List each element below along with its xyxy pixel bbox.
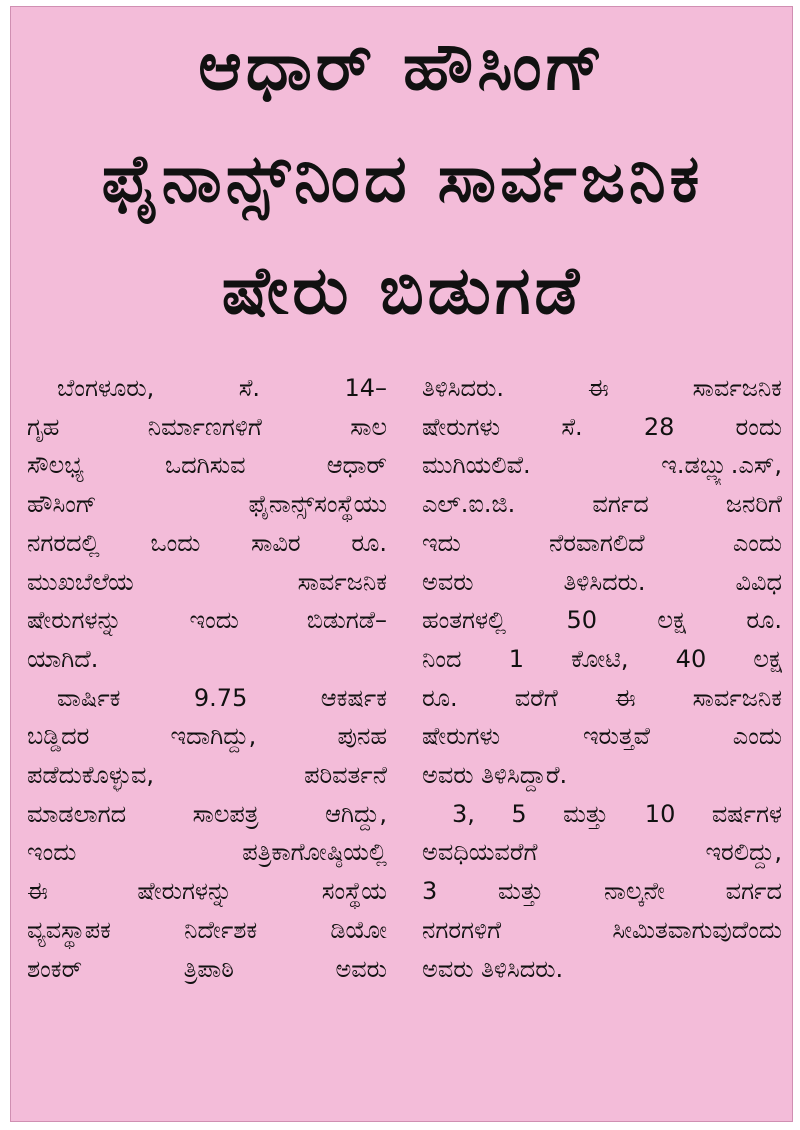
headline bbox=[11, 11, 793, 347]
text-line: ಯಾಗಿದೆ. bbox=[27, 644, 99, 673]
text-line: ಗೃಹ ನಿರ್ಮಾಣಗಳಿಗೆ ಸಾಲ bbox=[27, 412, 387, 441]
text-line: ಇಂದು ಪತ್ರಿಕಾಗೋಷ್ಠಿಯಲ್ಲಿ bbox=[27, 838, 387, 867]
text-line: ಪಡೆದುಕೊಳ್ಳುವ, ಪರಿವರ್ತನೆ bbox=[27, 761, 387, 790]
headline-line-1: ಆಧಾರ್ ಹೌಸಿಂಗ್ bbox=[198, 28, 607, 105]
headline-line-3: ಷೇರು ಬಿಡುಗಡೆ bbox=[221, 252, 584, 329]
text-line: ಈ ಷೇರುಗಳನ್ನು ಸಂಸ್ಥೆಯ bbox=[27, 877, 387, 906]
text-line: ನಗರದಲ್ಲಿ ಒಂದು ಸಾವಿರ ರೂ. bbox=[27, 528, 387, 557]
text-line: ತಿಳಿಸಿದರು. ಈ ಸಾರ್ವಜನಿಕ bbox=[422, 374, 782, 402]
text-line: ರೂ. ವರೆಗೆ ಈ ಸಾರ್ವಜನಿಕ bbox=[422, 683, 782, 712]
paragraph-4 bbox=[422, 795, 782, 989]
text-line: 3, 5 ಮತ್ತು 10 ವರ್ಷಗಳ bbox=[452, 799, 782, 828]
text-line: ಮುಗಿಯಲಿವೆ. ಇ.ಡಬ್ಲ್ಯು.ಎಸ್, bbox=[422, 451, 782, 480]
text-line: ಹೌಸಿಂಗ್ ಫೈನಾನ್ಸ್‌ಸಂಸ್ಥೆಯು bbox=[27, 490, 387, 519]
column-right bbox=[422, 369, 782, 1109]
headline-line-2: ಫೈನಾನ್ಸ್‌ನಿಂದ ಸಾರ್ವಜನಿಕ bbox=[101, 140, 704, 217]
paragraph-2 bbox=[27, 679, 387, 989]
text-line: ಇದು ನೆರವಾಗಲಿದೆ ಎಂದು bbox=[422, 528, 782, 557]
text-line: ಷೇರುಗಳು ಇರುತ್ತವೆ ಎಂದು bbox=[422, 722, 782, 751]
text-line: ವಾರ್ಷಿಕ 9.75 ಆಕರ್ಷಕ bbox=[57, 683, 387, 712]
text-line: ಮುಖಬೆಲೆಯ ಸಾರ್ವಜನಿಕ bbox=[27, 567, 387, 596]
paragraph-3 bbox=[422, 369, 782, 795]
text-line: ಬೆಂಗಳೂರು, ಸೆ. 14– bbox=[57, 374, 387, 402]
paragraph-1 bbox=[27, 369, 387, 679]
newspaper-clipping bbox=[10, 6, 793, 1122]
text-line: ಷೇರುಗಳು ಸೆ. 28 ರಂದು bbox=[422, 412, 782, 441]
text-line: ಎಲ್.ಐ.ಜಿ. ವರ್ಗದ ಜನರಿಗೆ bbox=[422, 490, 782, 519]
text-line: ಅವರು ತಿಳಿಸಿದರು. bbox=[422, 954, 564, 983]
text-line: ಬಡ್ಡಿದರ ಇದಾಗಿದ್ದು, ಪುನಹ bbox=[27, 722, 387, 751]
text-line: ಶಂಕರ್ ತ್ರಿಪಾಠಿ ಅವರು bbox=[27, 954, 387, 983]
text-line: ಷೇರುಗಳನ್ನು ಇಂದು ಬಿಡುಗಡೆ– bbox=[27, 606, 387, 635]
column-left bbox=[27, 369, 387, 1109]
text-line: 3 ಮತ್ತು ನಾಲ್ಕನೇ ವರ್ಗದ bbox=[422, 877, 782, 906]
text-line: ನಿಂದ 1 ಕೋಟಿ, 40 ಲಕ್ಷ bbox=[422, 644, 782, 673]
text-line: ವ್ಯವಸ್ಥಾಪಕ ನಿರ್ದೇಶಕ ಡಿಯೋ bbox=[27, 915, 387, 944]
text-line: ಅವರು ತಿಳಿಸಿದ್ದಾರೆ. bbox=[422, 761, 568, 790]
text-line: ಸೌಲಭ್ಯ ಒದಗಿಸುವ ಆಧಾರ್ bbox=[27, 451, 387, 480]
text-line: ಅವಧಿಯವರೆಗೆ ಇರಲಿದ್ದು, bbox=[422, 838, 782, 867]
text-line: ಹಂತಗಳಲ್ಲಿ 50 ಲಕ್ಷ ರೂ. bbox=[422, 606, 782, 635]
article-body bbox=[27, 369, 782, 1109]
text-line: ಅವರು ತಿಳಿಸಿದರು. ವಿವಿಧ bbox=[422, 567, 782, 596]
text-line: ಮಾಡಲಾಗದ ಸಾಲಪತ್ರ ಆಗಿದ್ದು, bbox=[27, 799, 387, 828]
text-line: ನಗರಗಳಿಗೆ ಸೀಮಿತವಾಗುವುದೆಂದು bbox=[422, 915, 782, 944]
